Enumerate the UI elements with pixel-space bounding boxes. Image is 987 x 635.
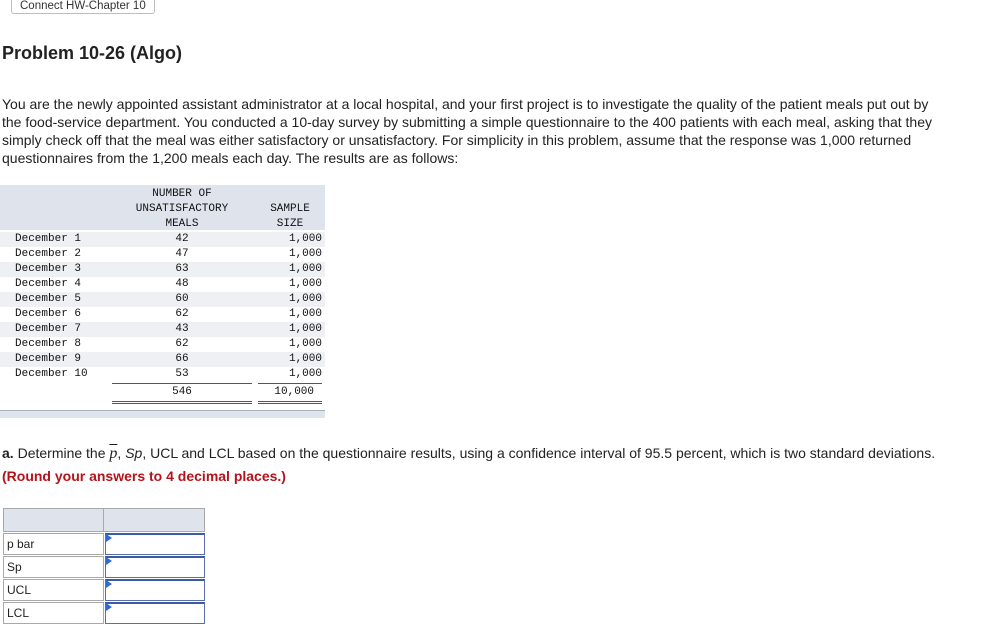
row-unsatisfactory: 63 <box>175 263 189 275</box>
answer-label: Sp <box>3 556 104 578</box>
table-row <box>0 367 325 382</box>
answer-input-lcl[interactable] <box>105 602 205 624</box>
table-row <box>0 247 325 262</box>
table-row <box>0 277 325 292</box>
answer-input-sp[interactable] <box>105 556 205 578</box>
row-unsatisfactory: 47 <box>175 248 189 260</box>
row-sample-size: 1,000 <box>288 368 322 380</box>
question-a: a. Determine the $\overline{p}$, Sp, UCL and LCL based on the questionnaire results, using a confidence interval of 95.5 percent, which is two standard deviations. (Round your answers to 4 decimal places.) <box>2 445 936 484</box>
table-footer-band <box>0 411 325 418</box>
sp-symbol: Sp <box>125 445 143 461</box>
row-unsatisfactory: 43 <box>175 323 189 335</box>
answer-row <box>3 602 205 624</box>
breadcrumb-button[interactable]: Connect HW-Chapter 10 <box>11 0 155 14</box>
pbar-symbol: $\overline{p}$ <box>109 445 118 462</box>
problem-title: Problem 10-26 (Algo) <box>2 43 183 63</box>
question-text-before: Determine the <box>17 445 106 461</box>
row-unsatisfactory: 66 <box>175 353 189 365</box>
answer-input-p-bar[interactable] <box>105 533 205 555</box>
answer-label: p bar <box>3 533 104 555</box>
row-day: December 6 <box>15 308 82 320</box>
answer-input-ucl[interactable] <box>105 579 205 601</box>
total-rule-col2 <box>258 383 322 384</box>
row-day: December 2 <box>15 248 82 260</box>
row-unsatisfactory: 42 <box>175 233 189 245</box>
row-sample-size: 1,000 <box>288 248 322 260</box>
row-sample-size: 1,000 <box>288 338 322 350</box>
row-unsatisfactory: 48 <box>175 278 189 290</box>
row-unsatisfactory: 53 <box>175 368 189 380</box>
question-text-after: UCL and LCL based on the questionnaire results, using a confidence interval of 95.5 percent, which is two standard deviations. <box>150 445 936 461</box>
row-unsatisfactory: 62 <box>175 338 189 350</box>
total-rule-col1 <box>112 383 252 384</box>
question-lead: a. <box>2 445 14 461</box>
row-sample-size: 1,000 <box>288 308 322 320</box>
total-double-rule-col1b <box>112 403 252 404</box>
row-sample-size: 1,000 <box>288 353 322 365</box>
row-sample-size: 1,000 <box>288 293 322 305</box>
row-unsatisfactory: 60 <box>175 293 189 305</box>
table-row <box>0 232 325 247</box>
problem-intro: You are the newly appointed assistant administrator at a local hospital, and your first project is to investigate the quality of the patient meals put out by the food-service department. You conducted a 10-day survey by submitting a simple questionnaire to the 400 patients with each meal, asking that they simply check off that the meal was either satisfactory or unsatisfactory. For simplicity in this problem, assume that the response was 1,000 returned questionnaires from the 1,200 meals each day. The results are as follows: <box>2 96 933 166</box>
meal-survey-table <box>0 185 325 420</box>
total-double-rule-col1 <box>112 401 252 402</box>
row-day: December 8 <box>15 338 82 350</box>
table-row <box>0 262 325 277</box>
input-marker-icon <box>106 557 112 565</box>
row-day: December 9 <box>15 353 82 365</box>
table-row <box>0 307 325 322</box>
input-marker-icon <box>106 534 112 542</box>
rounding-instruction: (Round your answers to 4 decimal places.) <box>2 468 286 484</box>
header-sample-size: SAMPLE SIZE <box>270 203 310 230</box>
input-marker-icon <box>106 603 112 611</box>
table-row <box>0 292 325 307</box>
total-double-rule-col2b <box>258 403 322 404</box>
answer-label: LCL <box>3 602 104 624</box>
answer-table-header <box>3 508 205 532</box>
row-day: December 1 <box>15 233 82 245</box>
row-sample-size: 1,000 <box>288 263 322 275</box>
answer-row <box>3 579 205 601</box>
total-unsatisfactory: 546 <box>172 386 192 398</box>
table-row <box>0 322 325 337</box>
row-sample-size: 1,000 <box>288 278 322 290</box>
total-sample-size: 10,000 <box>274 386 314 398</box>
row-day: December 5 <box>15 293 82 305</box>
row-day: December 4 <box>15 278 82 290</box>
table-row <box>0 352 325 367</box>
answer-row <box>3 556 205 578</box>
row-day: December 7 <box>15 323 82 335</box>
row-sample-size: 1,000 <box>288 323 322 335</box>
answer-row <box>3 533 205 555</box>
total-double-rule-col2 <box>258 401 322 402</box>
answer-label: UCL <box>3 579 104 601</box>
input-marker-icon <box>106 580 112 588</box>
row-day: December 10 <box>15 368 88 380</box>
table-row <box>0 337 325 352</box>
row-day: December 3 <box>15 263 82 275</box>
header-unsatisfactory-meals: NUMBER OF UNSATISFACTORY MEALS <box>135 188 229 230</box>
row-unsatisfactory: 62 <box>175 308 189 320</box>
row-sample-size: 1,000 <box>288 233 322 245</box>
